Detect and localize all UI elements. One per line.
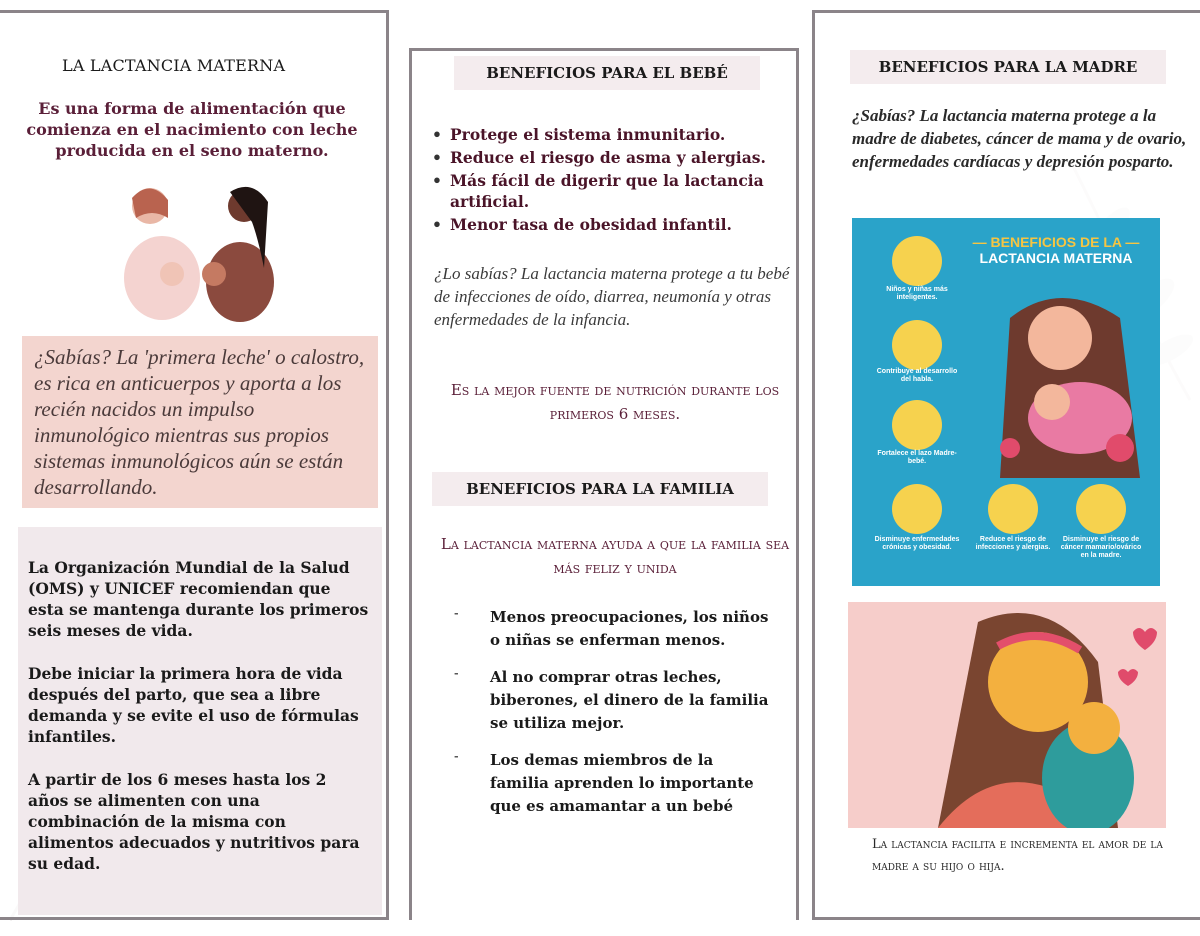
infographic-item: Disminuye el riesgo de cáncer mamario/ovárico en la madre. [1060, 536, 1142, 559]
mother-sabias-note: ¿Sabías? La lactancia materna protege a la madre de diabetes, cáncer de mama y de ovario, enfermedades cardíacas y depresión posparto. [852, 106, 1187, 171]
baby-health-icon [892, 484, 942, 534]
header-family-benefits: BENEFICIOS PARA LA FAMILIA [432, 472, 768, 506]
list-item: - Al no comprar otras leches, biberones, el dinero de la familia se utiliza mejor. [450, 666, 770, 735]
family-note: La lactancia materna ayuda a que la familia sea más feliz y unida [440, 535, 790, 577]
nutrition-note: Es la mejor fuente de nutrición durante los primeros 6 meses. [450, 381, 780, 423]
infographic-item: Disminuye enfermedades crónicas y obesidad. [874, 536, 960, 551]
baby-sabias-note: ¿Lo sabías? La lactancia materna protege a tu bebé de infecciones de oído, diarrea, neumonía y otras enfermedades de la infancia. [434, 264, 790, 329]
colostrum-callout: ¿Sabías? La 'primera leche' o calostro, es rica en anticuerpos y aporta a los recién nacidos un impulso inmunológico mientras sus propios sistemas inmunológicos aún se están desarrollando. [22, 336, 378, 508]
child-icon [892, 236, 942, 286]
recommendation-paragraph: Debe iniciar la primera hora de vida después del parto, que sea a libre demanda y se evite el uso de fórmulas infantiles. [28, 664, 359, 746]
baby-benefits-list [428, 124, 788, 237]
breastfeeding-mothers-illustration [112, 178, 282, 324]
infographic-title-line1: — BENEFICIOS DE LA — [972, 234, 1140, 250]
list-item: - Los demas miembros de la familia aprenden lo importante que es amamantar a un bebé [450, 749, 770, 818]
baby-talking-icon [892, 320, 942, 370]
list-item: • Protege el sistema inmunitario. [428, 124, 788, 145]
header-baby-benefits: BENEFICIOS PARA EL BEBÉ [454, 56, 760, 90]
list-item: - Menos preocupaciones, los niños o niñas se enferman menos. [450, 606, 770, 652]
mother-baby-icon [892, 400, 942, 450]
love-caption: La lactancia facilita e incrementa el amor de la madre a su hijo o hija. [872, 837, 1163, 874]
header-mother-benefits: BENEFICIOS PARA LA MADRE [850, 50, 1166, 84]
list-item: • Más fácil de digerir que la lactancia artificial. [428, 170, 788, 212]
recommendations-box [18, 527, 382, 915]
mother-hugging-baby-illustration [848, 602, 1166, 828]
list-item: • Reduce el riesgo de asma y alergias. [428, 147, 788, 168]
baby-icon [988, 484, 1038, 534]
pink-ribbon-icon [1076, 484, 1126, 534]
recommendation-paragraph: La Organización Mundial de la Salud (OMS) y UNICEF recomiendan que esta se mantenga durante los primeros seis meses de vida. [28, 558, 369, 640]
family-benefits-list [450, 606, 770, 832]
infographic-title-line2: LACTANCIA MATERNA [979, 250, 1133, 266]
left-title: LA LACTANCIA MATERNA [62, 56, 286, 75]
left-intro: Es una forma de alimentación que comienza en el nacimiento con leche producida en el seno materno. [26, 99, 358, 160]
infographic-item: Niños y niñas más inteligentes. [886, 286, 948, 301]
infographic-item: Contribuye al desarrollo del habla. [876, 368, 958, 383]
infographic-item: Fortalece el lazo Madre-bebé. [877, 450, 957, 465]
benefits-infographic [852, 218, 1160, 586]
mother-baby-illustration [970, 278, 1160, 478]
infographic-item: Reduce el riesgo de infecciones y alergias. [975, 536, 1051, 551]
recommendation-paragraph: A partir de los 6 meses hasta los 2 años se alimenten con una combinación de la misma con alimentos adecuados y nutritivos para su edad. [28, 770, 360, 873]
list-item: • Menor tasa de obesidad infantil. [428, 214, 788, 235]
